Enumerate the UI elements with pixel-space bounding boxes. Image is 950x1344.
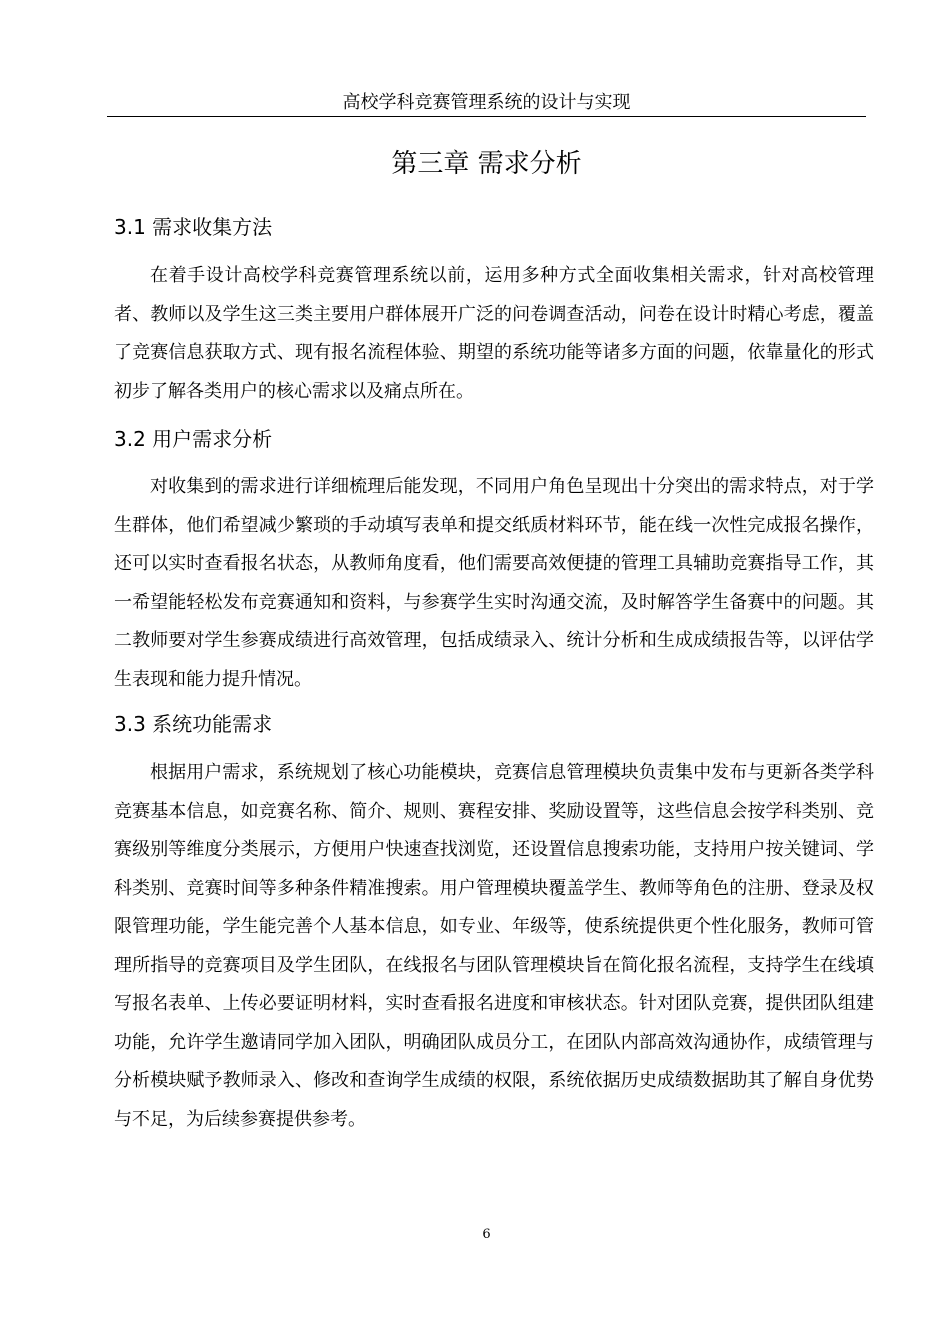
page-number: 6 (482, 1227, 491, 1242)
chapter-title: 第三章 需求分析 (391, 149, 582, 179)
section-heading-3-1: 3.1 需求收集方法 (114, 215, 273, 239)
section-heading-3-2: 3.2 用户需求分析 (114, 427, 273, 451)
running-header-title: 高校学科竞赛管理系统的设计与实现 (342, 92, 631, 113)
header-divider (107, 116, 866, 117)
section-paragraph-3-1: 在着手设计高校学科竞赛管理系统以前，运用多种方式全面收集相关需求，针对高校管理者、教师以及学生这三类主要用户群体展开广泛的问卷调查活动，问卷在设计时精心考虑，覆盖了竞赛信息获取方式、现有报名流程体验、期望的系统功能等诸多方面的问题，依靠量化的形式初步了解各类用户的核心需求以及痛点所在。 (114, 265, 874, 402)
section-heading-3-3: 3.3 系统功能需求 (114, 712, 273, 736)
section-paragraph-3-3: 根据用户需求，系统规划了核心功能模块，竞赛信息管理模块负责集中发布与更新各类学科竞赛基本信息，如竞赛名称、简介、规则、赛程安排、奖励设置等，这些信息会按学科类别、竞赛级别等维度分类展示，方便用户快速查找浏览，还设置信息搜索功能，支持用户按关键词、学科类别、竞赛时间等多种条件精准搜索。用户管理模块覆盖学生、教师等角色的注册、登录及权限管理功能，学生能完善个人基本信息，如专业、年级等，使系统提供更个性化服务，教师可管理所指导的竞赛项目及学生团队，在线报名与团队管理模块旨在简化报名流程，支持学生在线填写报名表单、上传必要证明材料，实时查看报名进度和审核状态。针对团队竞赛，提供团队组建功能，允许学生邀请同学加入团队，明确团队成员分工，在团队内部高效沟通协作，成绩管理与分析模块赋予教师录入、修改和查询学生成绩的权限，系统依据历史成绩数据助其了解自身优势与不足，为后续参赛提供参考。 (114, 762, 874, 1130)
section-paragraph-3-2: 对收集到的需求进行详细梳理后能发现，不同用户角色呈现出十分突出的需求特点，对于学生群体，他们希望减少繁琐的手动填写表单和提交纸质材料环节，能在线一次性完成报名操作，还可以实时查看报名状态，从教师角度看，他们需要高效便捷的管理工具辅助竞赛指导工作，其一希望能轻松发布竞赛通知和资料，与参赛学生实时沟通交流，及时解答学生备赛中的问题。其二教师要对学生参赛成绩进行高效管理，包括成绩录入、统计分析和生成成绩报告等，以评估学生表现和能力提升情况。 (114, 476, 874, 690)
